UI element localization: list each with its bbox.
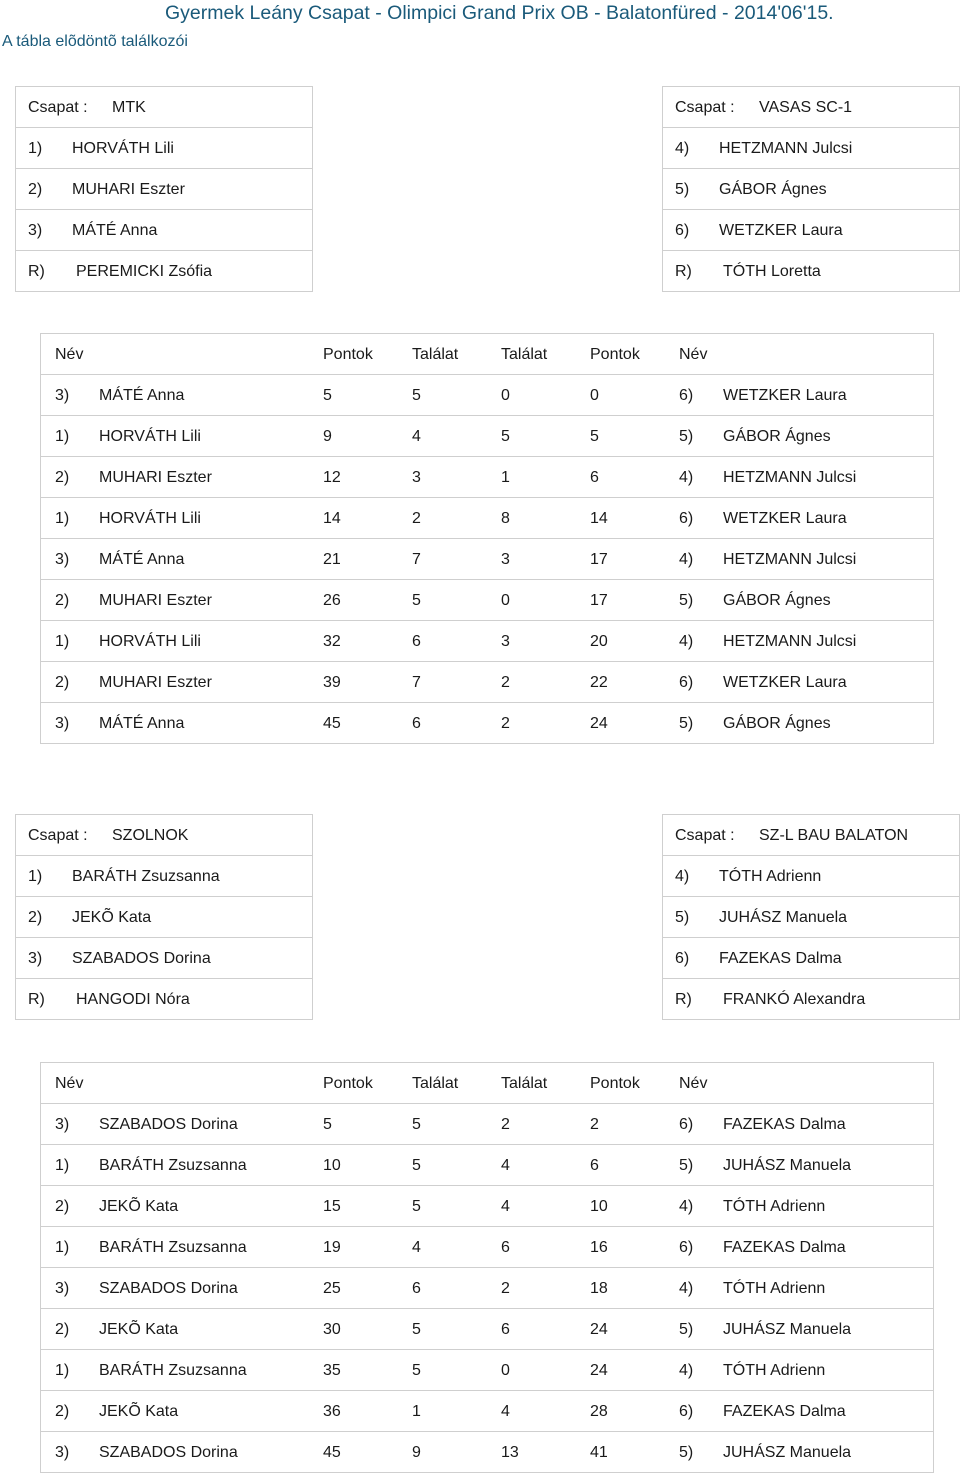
player-code: 4): [675, 140, 690, 157]
player-code: R): [675, 263, 692, 280]
team-box-team-b: [662, 814, 960, 1020]
player-code: R): [28, 991, 45, 1008]
header-hits-b: Találat: [501, 1075, 548, 1092]
bout-right-name: FAZEKAS Dalma: [723, 1239, 846, 1256]
bout-hits-b: 4: [501, 1157, 510, 1174]
bout-row: [41, 1227, 933, 1268]
bout-left-name: SZABADOS Dorina: [99, 1116, 238, 1133]
bout-points-a: 25: [323, 1280, 341, 1297]
bout-left-name: MÁTÉ Anna: [99, 715, 185, 732]
player-code: 4): [675, 868, 690, 885]
bout-points-b: 17: [590, 551, 608, 568]
bout-points-b: 14: [590, 510, 608, 527]
bout-right-name: WETZKER Laura: [723, 510, 847, 527]
team-label: Csapat :: [675, 99, 735, 116]
player-row: [663, 856, 959, 897]
bout-row: [41, 1186, 933, 1227]
bout-right-name: GÁBOR Ágnes: [723, 592, 831, 609]
bout-right-name: TÓTH Adrienn: [723, 1280, 826, 1297]
player-name: SZABADOS Dorina: [72, 950, 211, 967]
bout-left-name: JEKÕ Kata: [99, 1403, 179, 1420]
player-row: [663, 251, 959, 292]
bout-points-b: 18: [590, 1280, 608, 1297]
bout-hits-b: 3: [501, 551, 510, 568]
bout-points-a: 21: [323, 551, 341, 568]
bout-hits-a: 5: [412, 1116, 421, 1133]
bout-hits-a: 4: [412, 428, 421, 445]
bout-points-a: 5: [323, 387, 332, 404]
bout-left-code: 1): [55, 633, 70, 650]
header-points-a: Pontok: [323, 346, 373, 363]
bout-row: [41, 1104, 933, 1145]
player-code: 5): [675, 181, 690, 198]
bout-hits-b: 0: [501, 387, 510, 404]
team-label: Csapat :: [28, 827, 88, 844]
bouts-table: [40, 333, 934, 744]
team-label: Csapat :: [28, 99, 88, 116]
player-name: PEREMICKI Zsófia: [76, 263, 213, 280]
bout-points-b: 6: [590, 469, 599, 486]
bout-left-code: 3): [55, 551, 70, 568]
player-code: 2): [28, 181, 43, 198]
bout-hits-a: 5: [412, 1321, 421, 1338]
bout-left-code: 1): [55, 1157, 70, 1174]
bout-hits-a: 2: [412, 510, 421, 527]
header-hits-a: Találat: [412, 1075, 459, 1092]
bout-hits-a: 5: [412, 1198, 421, 1215]
bout-hits-b: 0: [501, 1362, 510, 1379]
bout-right-code: 6): [679, 674, 694, 691]
bout-right-name: FAZEKAS Dalma: [723, 1116, 846, 1133]
bout-points-a: 32: [323, 633, 341, 650]
header-hits-a: Találat: [412, 346, 459, 363]
bout-right-name: HETZMANN Julcsi: [723, 469, 857, 486]
bout-right-name: JUHÁSZ Manuela: [723, 1157, 852, 1174]
player-name: JUHÁSZ Manuela: [719, 909, 848, 926]
bout-row: [41, 1268, 933, 1309]
bout-points-b: 6: [590, 1157, 599, 1174]
player-name: HORVÁTH Lili: [72, 140, 174, 157]
player-name: FRANKÓ Alexandra: [723, 991, 866, 1008]
bout-points-a: 39: [323, 674, 341, 691]
bout-row: [41, 1391, 933, 1432]
bout-right-code: 5): [679, 1321, 694, 1338]
player-code: 6): [675, 950, 690, 967]
bout-hits-b: 2: [501, 1280, 510, 1297]
team-box-team-a: [15, 814, 313, 1020]
player-name: JEKÕ Kata: [72, 909, 152, 926]
player-row: [663, 979, 959, 1020]
bout-right-code: 6): [679, 1116, 694, 1133]
bout-points-a: 26: [323, 592, 341, 609]
bout-left-name: MUHARI Eszter: [99, 469, 212, 486]
bout-left-name: SZABADOS Dorina: [99, 1444, 238, 1461]
bout-right-code: 4): [679, 1280, 694, 1297]
bout-right-code: 4): [679, 551, 694, 568]
bout-points-b: 22: [590, 674, 608, 691]
bout-left-name: HORVÁTH Lili: [99, 510, 201, 527]
player-name: WETZKER Laura: [719, 222, 843, 239]
bout-row: [41, 416, 933, 457]
bout-hits-b: 8: [501, 510, 510, 527]
bout-right-code: 6): [679, 387, 694, 404]
bout-points-a: 30: [323, 1321, 341, 1338]
header-name-b: Név: [679, 1075, 708, 1092]
bout-hits-a: 1: [412, 1403, 421, 1420]
bout-points-a: 36: [323, 1403, 341, 1420]
bout-left-code: 1): [55, 1239, 70, 1256]
bout-points-b: 10: [590, 1198, 608, 1215]
bout-right-name: JUHÁSZ Manuela: [723, 1321, 852, 1338]
player-row: [16, 210, 312, 251]
team-label: Csapat :: [675, 827, 735, 844]
bout-points-b: 28: [590, 1403, 608, 1420]
bout-left-code: 3): [55, 1280, 70, 1297]
bouts-header-row: [41, 334, 933, 375]
bout-right-name: WETZKER Laura: [723, 387, 847, 404]
bout-points-a: 19: [323, 1239, 341, 1256]
player-row: [16, 979, 312, 1020]
bout-row: [41, 457, 933, 498]
player-name: GÁBOR Ágnes: [719, 181, 827, 198]
bout-hits-b: 1: [501, 469, 510, 486]
bout-left-name: MUHARI Eszter: [99, 592, 212, 609]
page-subtitle: A tábla elõdöntõ találkozói: [2, 33, 188, 50]
bout-points-b: 24: [590, 1362, 608, 1379]
bout-left-code: 2): [55, 674, 70, 691]
header-points-b: Pontok: [590, 346, 640, 363]
bout-points-a: 35: [323, 1362, 341, 1379]
team-box-team-b: [662, 86, 960, 292]
bout-points-b: 5: [590, 428, 599, 445]
bout-hits-b: 6: [501, 1321, 510, 1338]
team-header-row: [663, 87, 959, 128]
bout-hits-b: 4: [501, 1198, 510, 1215]
player-name: HETZMANN Julcsi: [719, 140, 853, 157]
bout-hits-b: 2: [501, 674, 510, 691]
bout-hits-a: 6: [412, 1280, 421, 1297]
bout-right-code: 4): [679, 633, 694, 650]
player-name: MUHARI Eszter: [72, 181, 185, 198]
team-name: VASAS SC-1: [759, 99, 853, 116]
bout-points-b: 16: [590, 1239, 608, 1256]
player-code: 6): [675, 222, 690, 239]
bout-right-code: 4): [679, 1362, 694, 1379]
bout-left-name: SZABADOS Dorina: [99, 1280, 238, 1297]
bouts-header-row: [41, 1063, 933, 1104]
bout-right-name: GÁBOR Ágnes: [723, 428, 831, 445]
bout-left-code: 2): [55, 1321, 70, 1338]
bout-points-a: 9: [323, 428, 332, 445]
bout-left-name: MUHARI Eszter: [99, 674, 212, 691]
player-name: FAZEKAS Dalma: [719, 950, 842, 967]
player-name: MÁTÉ Anna: [72, 222, 158, 239]
bout-points-a: 15: [323, 1198, 341, 1215]
player-code: R): [28, 263, 45, 280]
bout-right-code: 5): [679, 428, 694, 445]
bout-row: [41, 621, 933, 662]
bout-hits-b: 5: [501, 428, 510, 445]
bout-right-code: 4): [679, 1198, 694, 1215]
bout-hits-b: 2: [501, 1116, 510, 1133]
player-code: 1): [28, 868, 43, 885]
bout-left-name: JEKÕ Kata: [99, 1198, 179, 1215]
bout-points-a: 10: [323, 1157, 341, 1174]
bout-points-b: 41: [590, 1444, 608, 1461]
player-name: BARÁTH Zsuzsanna: [72, 868, 220, 885]
header-name-a: Név: [55, 346, 84, 363]
bout-right-code: 5): [679, 592, 694, 609]
bout-right-name: JUHÁSZ Manuela: [723, 1444, 852, 1461]
player-row: [16, 856, 312, 897]
player-code: 2): [28, 909, 43, 926]
bout-right-name: TÓTH Adrienn: [723, 1198, 826, 1215]
bout-hits-a: 7: [412, 674, 421, 691]
player-name: HANGODI Nóra: [76, 991, 190, 1008]
bout-points-b: 2: [590, 1116, 599, 1133]
player-row: [16, 251, 312, 292]
bout-points-a: 5: [323, 1116, 332, 1133]
team-box-team-a: [15, 86, 313, 292]
bout-hits-b: 3: [501, 633, 510, 650]
team-name: SZ-L BAU BALATON: [759, 827, 909, 844]
bout-right-name: HETZMANN Julcsi: [723, 551, 857, 568]
bout-points-a: 45: [323, 1444, 341, 1461]
bout-points-a: 14: [323, 510, 341, 527]
bout-left-code: 2): [55, 469, 70, 486]
header-points-b: Pontok: [590, 1075, 640, 1092]
player-code: 3): [28, 950, 43, 967]
header-hits-b: Találat: [501, 346, 548, 363]
bout-hits-b: 2: [501, 715, 510, 732]
bouts-table: [40, 1062, 934, 1473]
header-name-a: Név: [55, 1075, 84, 1092]
team-header-row: [663, 815, 959, 856]
bout-hits-a: 5: [412, 387, 421, 404]
bout-left-code: 1): [55, 1362, 70, 1379]
bout-row: [41, 1309, 933, 1350]
bout-left-code: 3): [55, 387, 70, 404]
bout-right-code: 5): [679, 1444, 694, 1461]
bout-right-name: WETZKER Laura: [723, 674, 847, 691]
bout-left-name: BARÁTH Zsuzsanna: [99, 1157, 247, 1174]
bout-points-a: 12: [323, 469, 341, 486]
bout-left-name: MÁTÉ Anna: [99, 551, 185, 568]
bout-hits-a: 5: [412, 1157, 421, 1174]
bout-left-name: MÁTÉ Anna: [99, 387, 185, 404]
bout-hits-a: 7: [412, 551, 421, 568]
bout-row: [41, 539, 933, 580]
bout-row: [41, 1432, 933, 1473]
bout-hits-a: 9: [412, 1444, 421, 1461]
bout-hits-b: 4: [501, 1403, 510, 1420]
bout-hits-a: 5: [412, 1362, 421, 1379]
player-row: [663, 128, 959, 169]
bout-right-name: GÁBOR Ágnes: [723, 715, 831, 732]
bout-left-code: 3): [55, 1116, 70, 1133]
player-code: R): [675, 991, 692, 1008]
bout-points-b: 24: [590, 1321, 608, 1338]
bout-right-code: 6): [679, 1239, 694, 1256]
bout-right-code: 6): [679, 1403, 694, 1420]
player-row: [663, 210, 959, 251]
bout-hits-a: 3: [412, 469, 421, 486]
bout-points-a: 45: [323, 715, 341, 732]
bout-right-name: TÓTH Adrienn: [723, 1362, 826, 1379]
bout-points-b: 20: [590, 633, 608, 650]
team-name: SZOLNOK: [112, 827, 189, 844]
page-title: Gyermek Leány Csapat - Olimpici Grand Prix OB - Balatonfüred - 2014'06'15.: [165, 2, 834, 24]
player-row: [663, 938, 959, 979]
player-row: [16, 128, 312, 169]
bout-row: [41, 1350, 933, 1391]
bout-left-code: 1): [55, 510, 70, 527]
bout-left-code: 1): [55, 428, 70, 445]
bout-points-b: 0: [590, 387, 599, 404]
bout-left-name: BARÁTH Zsuzsanna: [99, 1239, 247, 1256]
player-row: [663, 169, 959, 210]
bout-right-name: FAZEKAS Dalma: [723, 1403, 846, 1420]
bout-row: [41, 703, 933, 744]
bout-left-name: BARÁTH Zsuzsanna: [99, 1362, 247, 1379]
header-points-a: Pontok: [323, 1075, 373, 1092]
team-header-row: [16, 87, 312, 128]
header-name-b: Név: [679, 346, 708, 363]
bout-row: [41, 375, 933, 416]
bout-hits-a: 6: [412, 633, 421, 650]
team-header-row: [16, 815, 312, 856]
bout-hits-a: 6: [412, 715, 421, 732]
bout-row: [41, 1145, 933, 1186]
bout-row: [41, 662, 933, 703]
bout-left-name: JEKÕ Kata: [99, 1321, 179, 1338]
bout-left-name: HORVÁTH Lili: [99, 633, 201, 650]
bout-left-code: 2): [55, 1198, 70, 1215]
bout-right-code: 4): [679, 469, 694, 486]
player-row: [663, 897, 959, 938]
bout-left-code: 3): [55, 1444, 70, 1461]
bout-right-name: HETZMANN Julcsi: [723, 633, 857, 650]
bout-hits-b: 0: [501, 592, 510, 609]
bout-hits-b: 6: [501, 1239, 510, 1256]
bout-hits-a: 4: [412, 1239, 421, 1256]
player-name: TÓTH Adrienn: [719, 868, 822, 885]
team-name: MTK: [112, 99, 146, 116]
bout-left-name: HORVÁTH Lili: [99, 428, 201, 445]
bout-left-code: 3): [55, 715, 70, 732]
bout-row: [41, 580, 933, 621]
bout-left-code: 2): [55, 592, 70, 609]
bout-right-code: 6): [679, 510, 694, 527]
bout-points-b: 17: [590, 592, 608, 609]
bout-right-code: 5): [679, 1157, 694, 1174]
player-row: [16, 897, 312, 938]
player-code: 1): [28, 140, 43, 157]
player-row: [16, 169, 312, 210]
player-row: [16, 938, 312, 979]
bout-left-code: 2): [55, 1403, 70, 1420]
bout-right-code: 5): [679, 715, 694, 732]
player-name: TÓTH Loretta: [723, 263, 821, 280]
bout-row: [41, 498, 933, 539]
bout-hits-b: 13: [501, 1444, 519, 1461]
bout-points-b: 24: [590, 715, 608, 732]
player-code: 5): [675, 909, 690, 926]
bout-hits-a: 5: [412, 592, 421, 609]
player-code: 3): [28, 222, 43, 239]
